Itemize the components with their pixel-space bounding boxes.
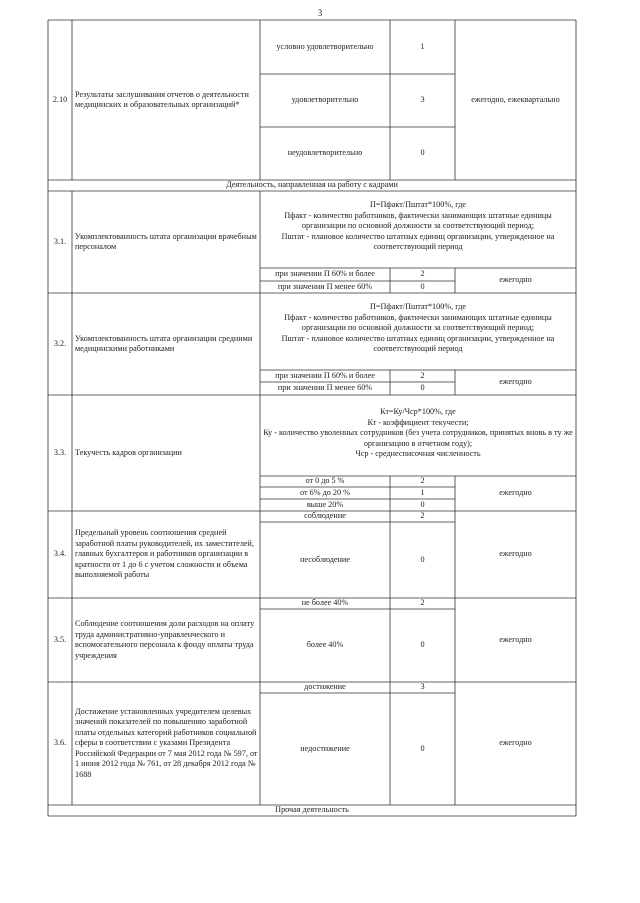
criterion: достижение [304, 682, 346, 692]
periodicity: ежегодно [499, 275, 532, 285]
score: 2 [420, 269, 425, 279]
formula-def: Пштат - плановое количество штатных единиц организации, утвержденное на соответствующий период [281, 333, 555, 353]
row-number: 3.5. [53, 634, 67, 644]
score: 0 [420, 281, 425, 291]
criterion: удовлетворительно [291, 95, 359, 105]
indicator-name: Укомплектованность штата организации врачебным персоналом [75, 231, 257, 251]
periodicity: ежегодно [499, 549, 532, 559]
score: 2 [420, 511, 425, 521]
score: 2 [420, 370, 425, 380]
criterion: при значении П 60% и более [275, 269, 375, 279]
formula-main: П=Пфакт/Пштат*100%, где [369, 200, 467, 209]
criterion: выше 20% [306, 499, 344, 509]
formula-def: Пфакт - количество работников, фактически занимающих штатные единицы организации по основной должности за соответствующий период; [284, 312, 552, 332]
score: 0 [420, 383, 425, 393]
criterion: соблюдение [304, 511, 346, 521]
formula [262, 302, 574, 355]
section-header-staff: Деятельность, направленная на работу с кадрами [226, 180, 398, 190]
row-number: 3.4. [53, 549, 67, 559]
periodicity: ежегодно [499, 738, 532, 748]
formula-def: Пфакт - количество работников, фактически занимающих штатные единицы организации по основной должности за соответствующий период; [284, 210, 552, 230]
page-number: 3 [317, 8, 323, 18]
formula-def: Чср - среднесписочная численность [355, 449, 481, 458]
criterion: не более 40% [301, 598, 349, 608]
criterion: условно удовлетворительно [276, 41, 374, 51]
criterion: несоблюдение [300, 554, 350, 564]
criterion: при значении П 60% и более [275, 370, 375, 380]
indicator-name: Достижение установленных учредителем целевых значений показателей по повышению заработной платы отдельных категорий работников социальной сферы в соответствии с указами Президента Российской Федерации от 7 мая 2012 года № 597, от 1 июня 2012 года № 761, от 28 декабря 2012 года № 1688 [75, 706, 258, 779]
formula-def: Пштат - плановое количество штатных единиц организации, утвержденное на соответствующий период [281, 231, 555, 251]
criterion: от 0 до 5 % [305, 476, 345, 486]
score: 0 [420, 148, 425, 158]
score: 3 [420, 682, 425, 692]
indicator-name: Укомплектованность штата организации средними медицинскими работниками [75, 333, 253, 353]
score: 0 [420, 554, 425, 564]
score: 2 [420, 476, 425, 486]
score: 2 [420, 598, 425, 608]
criterion: неудовлетворительно [287, 148, 363, 158]
periodicity: ежегодно [499, 488, 532, 498]
row-number: 3.6. [53, 738, 67, 748]
row-number: 3.1. [53, 236, 67, 246]
indicator-name: Результаты заслушивания отчетов о деятельности медицинских и образовательных организаций* [75, 89, 249, 109]
formula [262, 200, 574, 253]
periodicity: ежегодно [499, 377, 532, 387]
score: 0 [420, 499, 425, 509]
criterion: при значении П менее 60% [277, 281, 373, 291]
score: 3 [420, 95, 425, 105]
criterion: более 40% [306, 640, 344, 650]
row-number: 3.2. [53, 338, 67, 348]
indicator-name: Текучесть кадров организации [75, 447, 182, 457]
score: 0 [420, 743, 425, 753]
formula-main: П=Пфакт/Пштат*100%, где [369, 302, 467, 311]
score: 1 [420, 41, 425, 51]
score: 0 [420, 640, 425, 650]
row-number: 3.3. [53, 447, 67, 457]
formula [262, 407, 574, 460]
indicator-name: Предельный уровень соотношения средней заработной платы руководителей, их заместителей, главных бухгалтеров и работников организации в кратности от 1 до 6 с учетом сложности и объема выполняемой работы [75, 528, 254, 580]
criterion: от 6% до 20 % [300, 487, 350, 497]
section-header-other: Прочая деятельность [275, 805, 349, 815]
formula-def: Ку - количество уволенных сотрудников (без учета сотрудников, принятых вновь в ту же организацию в отчетном году); [263, 428, 573, 448]
score: 1 [420, 487, 425, 497]
row-number: 2.10 [52, 94, 68, 104]
periodicity: ежегодно [499, 634, 532, 644]
formula-main: Кт=Ку/Чср*100%, где [380, 407, 456, 416]
formula-def: Кт - коэффициент текучести; [367, 417, 469, 427]
indicator-name: Соблюдение соотношения доли расходов на оплату труда административно-управленческого и вспомогательного персонала к фонду оплаты труда учреждения [75, 619, 255, 660]
criterion: при значении П менее 60% [277, 383, 373, 393]
periodicity: ежегодно, ежеквартально [471, 94, 560, 104]
criterion: недостижение [300, 743, 350, 753]
